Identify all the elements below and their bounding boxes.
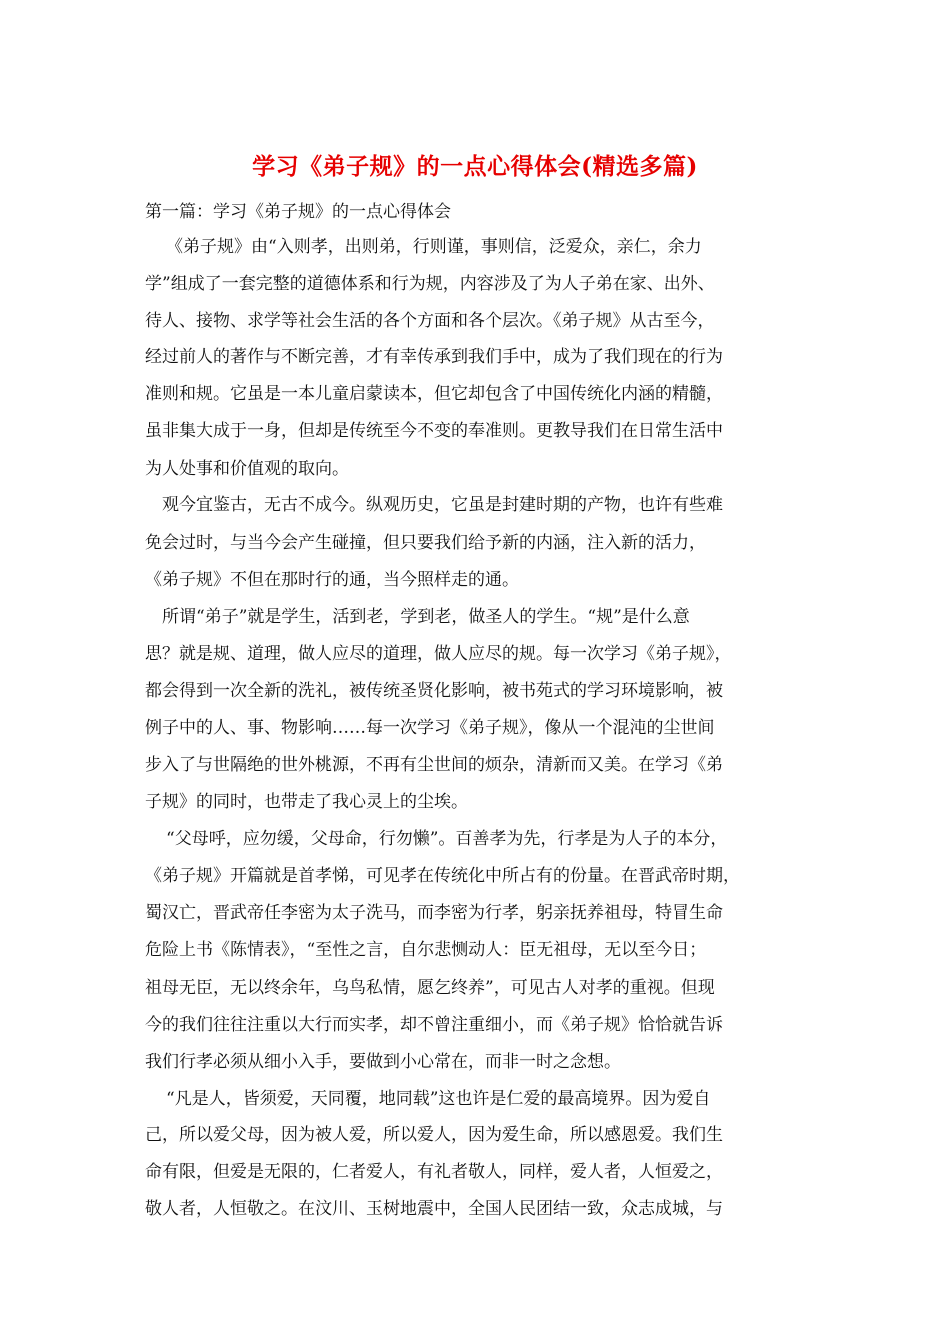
document-title: 学习《弟子规》的一点心得体会(精选多篇) [252, 153, 698, 180]
paragraph-line: 《弟子规》开篇就是首孝悌，可见孝在传统化中所占有的份量。在晋武帝时期， [145, 866, 740, 886]
paragraph-line: 观今宜鉴古，无古不成今。纵观历史，它虽是封建时期的产物，也许有些难 [162, 495, 723, 515]
paragraph-line: 步入了与世隔绝的世外桃源，不再有尘世间的烦杂，清新而又美。在学习《弟 [145, 755, 723, 775]
paragraph-line: 危险上书《陈情表》，“至性之言，自尔悲恻动人：臣无祖母，无以至今日； [145, 940, 707, 960]
paragraph-line: 免会过时，与当今会产生碰撞，但只要我们给予新的内涵，注入新的活力， [145, 533, 706, 553]
paragraph-line: 命有限，但爱是无限的，仁者爱人，有礼者敬人，同样，爱人者，人恒爱之， [145, 1162, 723, 1182]
paragraph-line: 学”组成了一套完整的道德体系和行为规，内容涉及了为人子弟在家、出外、 [145, 274, 715, 294]
paragraph-line: 己，所以爱父母，因为被人爱，所以爱人，因为爱生命，所以感恩爱。我们生 [145, 1125, 723, 1145]
paragraph-line: 敬人者，人恒敬之。在汶川、玉树地震中，全国人民团结一致，众志成城，与 [145, 1199, 723, 1219]
paragraph-line: 思？就是规、道理，做人应尽的道理，做人应尽的规。每一次学习《弟子规》， [145, 644, 732, 664]
paragraph-line: 待人、接物、求学等社会生活的各个方面和各个层次。《弟子规》从古至今， [145, 311, 715, 331]
paragraph-line: 《弟子规》由“入则孝，出则弟，行则谨，事则信，泛爱众，亲仁，余力 [166, 237, 702, 257]
paragraph-line: 准则和规。它虽是一本儿童启蒙读本，但它却包含了中国传统化内涵的精髓， [145, 384, 723, 404]
paragraph-line: 《弟子规》不但在那时行的通，当今照样走的通。 [145, 570, 519, 590]
paragraph-line: 虽非集大成于一身，但却是传统至今不变的奉准则。更教导我们在日常生活中 [145, 421, 723, 441]
paragraph-line: 我们行孝必须从细小入手，要做到小心常在，而非一时之念想。 [145, 1052, 621, 1072]
paragraph-line: 都会得到一次全新的洗礼，被传统圣贤化影响，被书苑式的学习环境影响，被 [145, 681, 723, 701]
paragraph-line: 经过前人的著作与不断完善，才有幸传承到我们手中，成为了我们现在的行为 [145, 347, 723, 367]
document-subtitle: 第一篇：学习《弟子规》的一点心得体会 [145, 202, 451, 222]
paragraph-line: 子规》的同时，也带走了我心灵上的尘埃。 [145, 792, 468, 812]
paragraph-line: 为人处事和价值观的取向。 [145, 459, 349, 479]
paragraph-line: “父母呼，应勿缓，父母命，行勿懒”。百善孝为先，行孝是为人子的本分， [166, 829, 728, 849]
paragraph-line: “凡是人，皆须爱，天同覆，地同载”这也许是仁爱的最高境界。因为爱自 [166, 1089, 711, 1109]
paragraph-line: 蜀汉亡，晋武帝任李密为太子洗马，而李密为行孝，躬亲抚养祖母，特冒生命 [145, 903, 723, 923]
paragraph-line: 所谓“弟子”就是学生，活到老，学到老，做圣人的学生。“规”是什么意 [162, 607, 690, 627]
paragraph-line: 祖母无臣，无以终余年，乌鸟私情，愿乞终养”，可见古人对孝的重视。但现 [145, 978, 715, 998]
paragraph-line: 例子中的人、事、物影响……每一次学习《弟子规》，像从一个混沌的尘世间 [145, 718, 715, 738]
paragraph-line: 今的我们往往注重以大行而实孝，却不曾注重细小，而《弟子规》恰恰就告诉 [145, 1015, 723, 1035]
